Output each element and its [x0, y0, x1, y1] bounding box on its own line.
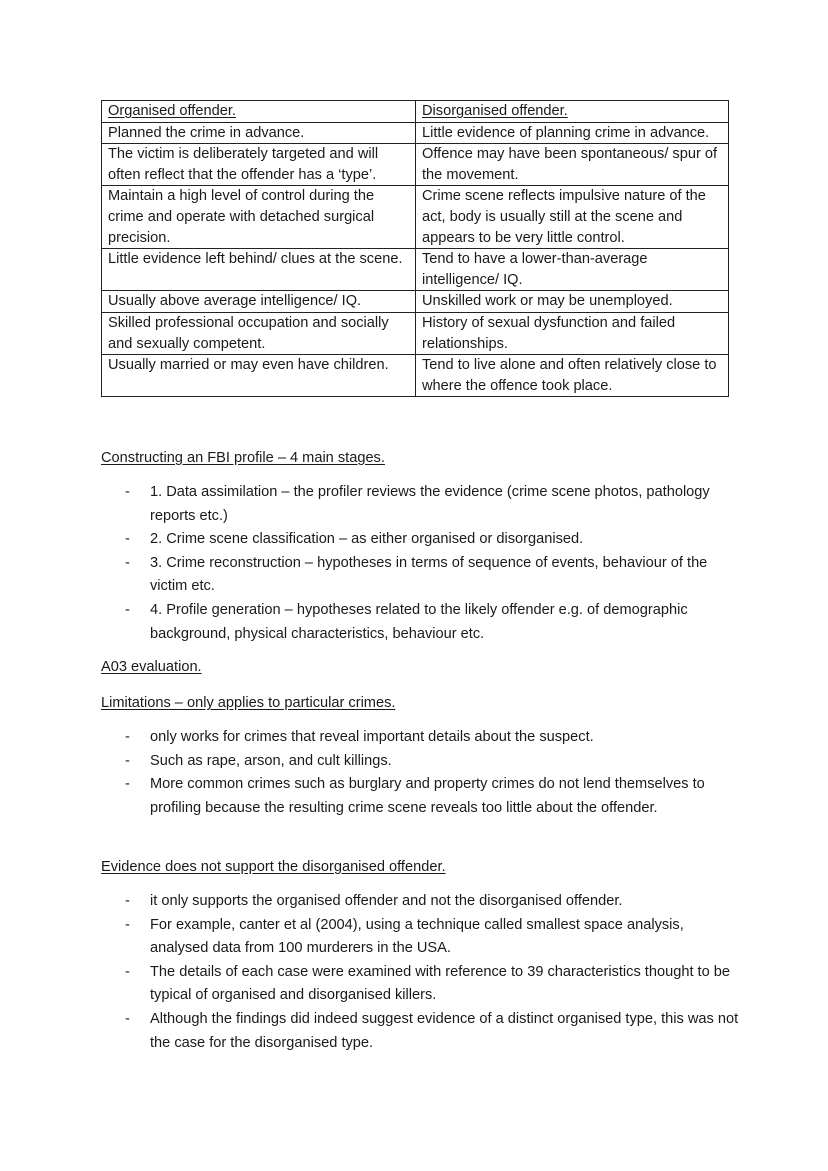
list-item-text: For example, canter et al (2004), using a technique called smallest space analysis, analysed data from 100 murderers in the USA.: [150, 916, 684, 957]
table-header-cell: [102, 101, 416, 123]
column-heading-disorganised: Disorganised offender.: [422, 103, 568, 119]
table-cell: Little evidence left behind/ clues at the scene.: [102, 249, 416, 291]
dash-bullet: -: [125, 484, 130, 500]
section-heading-ao3-evaluation: A03 evaluation.: [101, 659, 202, 675]
table-cell: Crime scene reflects impulsive nature of the act, body is usually still at the scene and appears to be very little control.: [416, 186, 729, 249]
limitations-list: [101, 726, 741, 820]
list-item-text: Such as rape, arson, and cult killings.: [150, 752, 392, 769]
evidence-list: [101, 890, 741, 1055]
list-item: [101, 890, 741, 914]
table-cell: Little evidence of planning crime in advance.: [416, 122, 729, 144]
table-cell: Tend to have a lower-than-average intelligence/ IQ.: [416, 249, 729, 291]
dash-bullet: -: [125, 1010, 130, 1027]
list-item-text: 4. Profile generation – hypotheses related to the likely offender e.g. of demographic background, physical characteristics, behaviour etc.: [150, 601, 688, 642]
dash-bullet: -: [125, 893, 130, 909]
table-cell: The victim is deliberately targeted and will often reflect that the offender has a ‘type’.: [102, 144, 416, 186]
list-item: [101, 528, 741, 552]
list-item: [101, 961, 741, 1008]
table-cell: Usually above average intelligence/ IQ.: [102, 291, 416, 313]
list-item-text: it only supports the organised offender and not the disorganised offender.: [150, 893, 623, 909]
table-cell: Maintain a high level of control during the crime and operate with detached surgical precision.: [102, 186, 416, 249]
dash-bullet: -: [125, 729, 130, 745]
table-row: [102, 355, 729, 397]
dash-bullet: -: [125, 601, 130, 618]
table-row: [102, 186, 729, 249]
list-item: [101, 481, 741, 528]
column-heading-organised: Organised offender.: [108, 103, 236, 119]
list-item-text: 1. Data assimilation – the profiler reviews the evidence (crime scene photos, pathology reports etc.): [150, 484, 710, 524]
list-item-text: The details of each case were examined with reference to 39 characteristics thought to be typical of organised and disorganised killers.: [150, 963, 731, 1004]
list-item-text: 3. Crime reconstruction – hypotheses in terms of sequence of events, behaviour of the victim etc.: [150, 554, 708, 595]
fbi-profile-stages-list: [101, 481, 741, 646]
table-row: [102, 122, 729, 144]
list-item: [101, 914, 741, 961]
list-item-text: 2. Crime scene classification – as either organised or disorganised.: [150, 531, 584, 548]
table-row: [102, 249, 729, 291]
table-header-row: [102, 101, 729, 123]
table-cell: Usually married or may even have children.: [102, 355, 416, 397]
table-cell: Skilled professional occupation and socially and sexually competent.: [102, 312, 416, 354]
dash-bullet: -: [125, 916, 130, 933]
list-item: [101, 1008, 741, 1055]
dash-bullet: -: [125, 752, 130, 769]
list-item-text: Although the findings did indeed suggest evidence of a distinct organised type, this was not the case for the disorganised type.: [150, 1010, 739, 1051]
dash-bullet: -: [125, 531, 130, 548]
dash-bullet: -: [125, 554, 130, 571]
section-heading-evidence: Evidence does not support the disorganised offender.: [101, 859, 446, 875]
table-cell: Planned the crime in advance.: [102, 122, 416, 144]
table-cell: Unskilled work or may be unemployed.: [416, 291, 729, 313]
list-item-text: More common crimes such as burglary and property crimes do not lend themselves to profiling because the resulting crime scene reveals too little about the offender.: [150, 776, 705, 816]
list-item: [101, 552, 741, 599]
table-cell: History of sexual dysfunction and failed relationships.: [416, 312, 729, 354]
list-item: [101, 773, 741, 820]
dash-bullet: -: [125, 963, 130, 980]
table-header-cell: [416, 101, 729, 123]
list-item: [101, 599, 741, 646]
table-row: [102, 312, 729, 354]
dash-bullet: -: [125, 776, 130, 793]
offender-comparison-table: [101, 100, 729, 397]
list-item-text: only works for crimes that reveal important details about the suspect.: [150, 729, 594, 745]
table-cell: Offence may have been spontaneous/ spur of the movement.: [416, 144, 729, 186]
table-row: [102, 291, 729, 313]
table-cell: Tend to live alone and often relatively close to where the offence took place.: [416, 355, 729, 397]
table-row: [102, 144, 729, 186]
list-item: [101, 726, 741, 750]
list-item: [101, 750, 741, 774]
section-heading-limitations: Limitations – only applies to particular crimes.: [101, 695, 396, 711]
section-heading-fbi-profile: Constructing an FBI profile – 4 main stages.: [101, 450, 385, 466]
